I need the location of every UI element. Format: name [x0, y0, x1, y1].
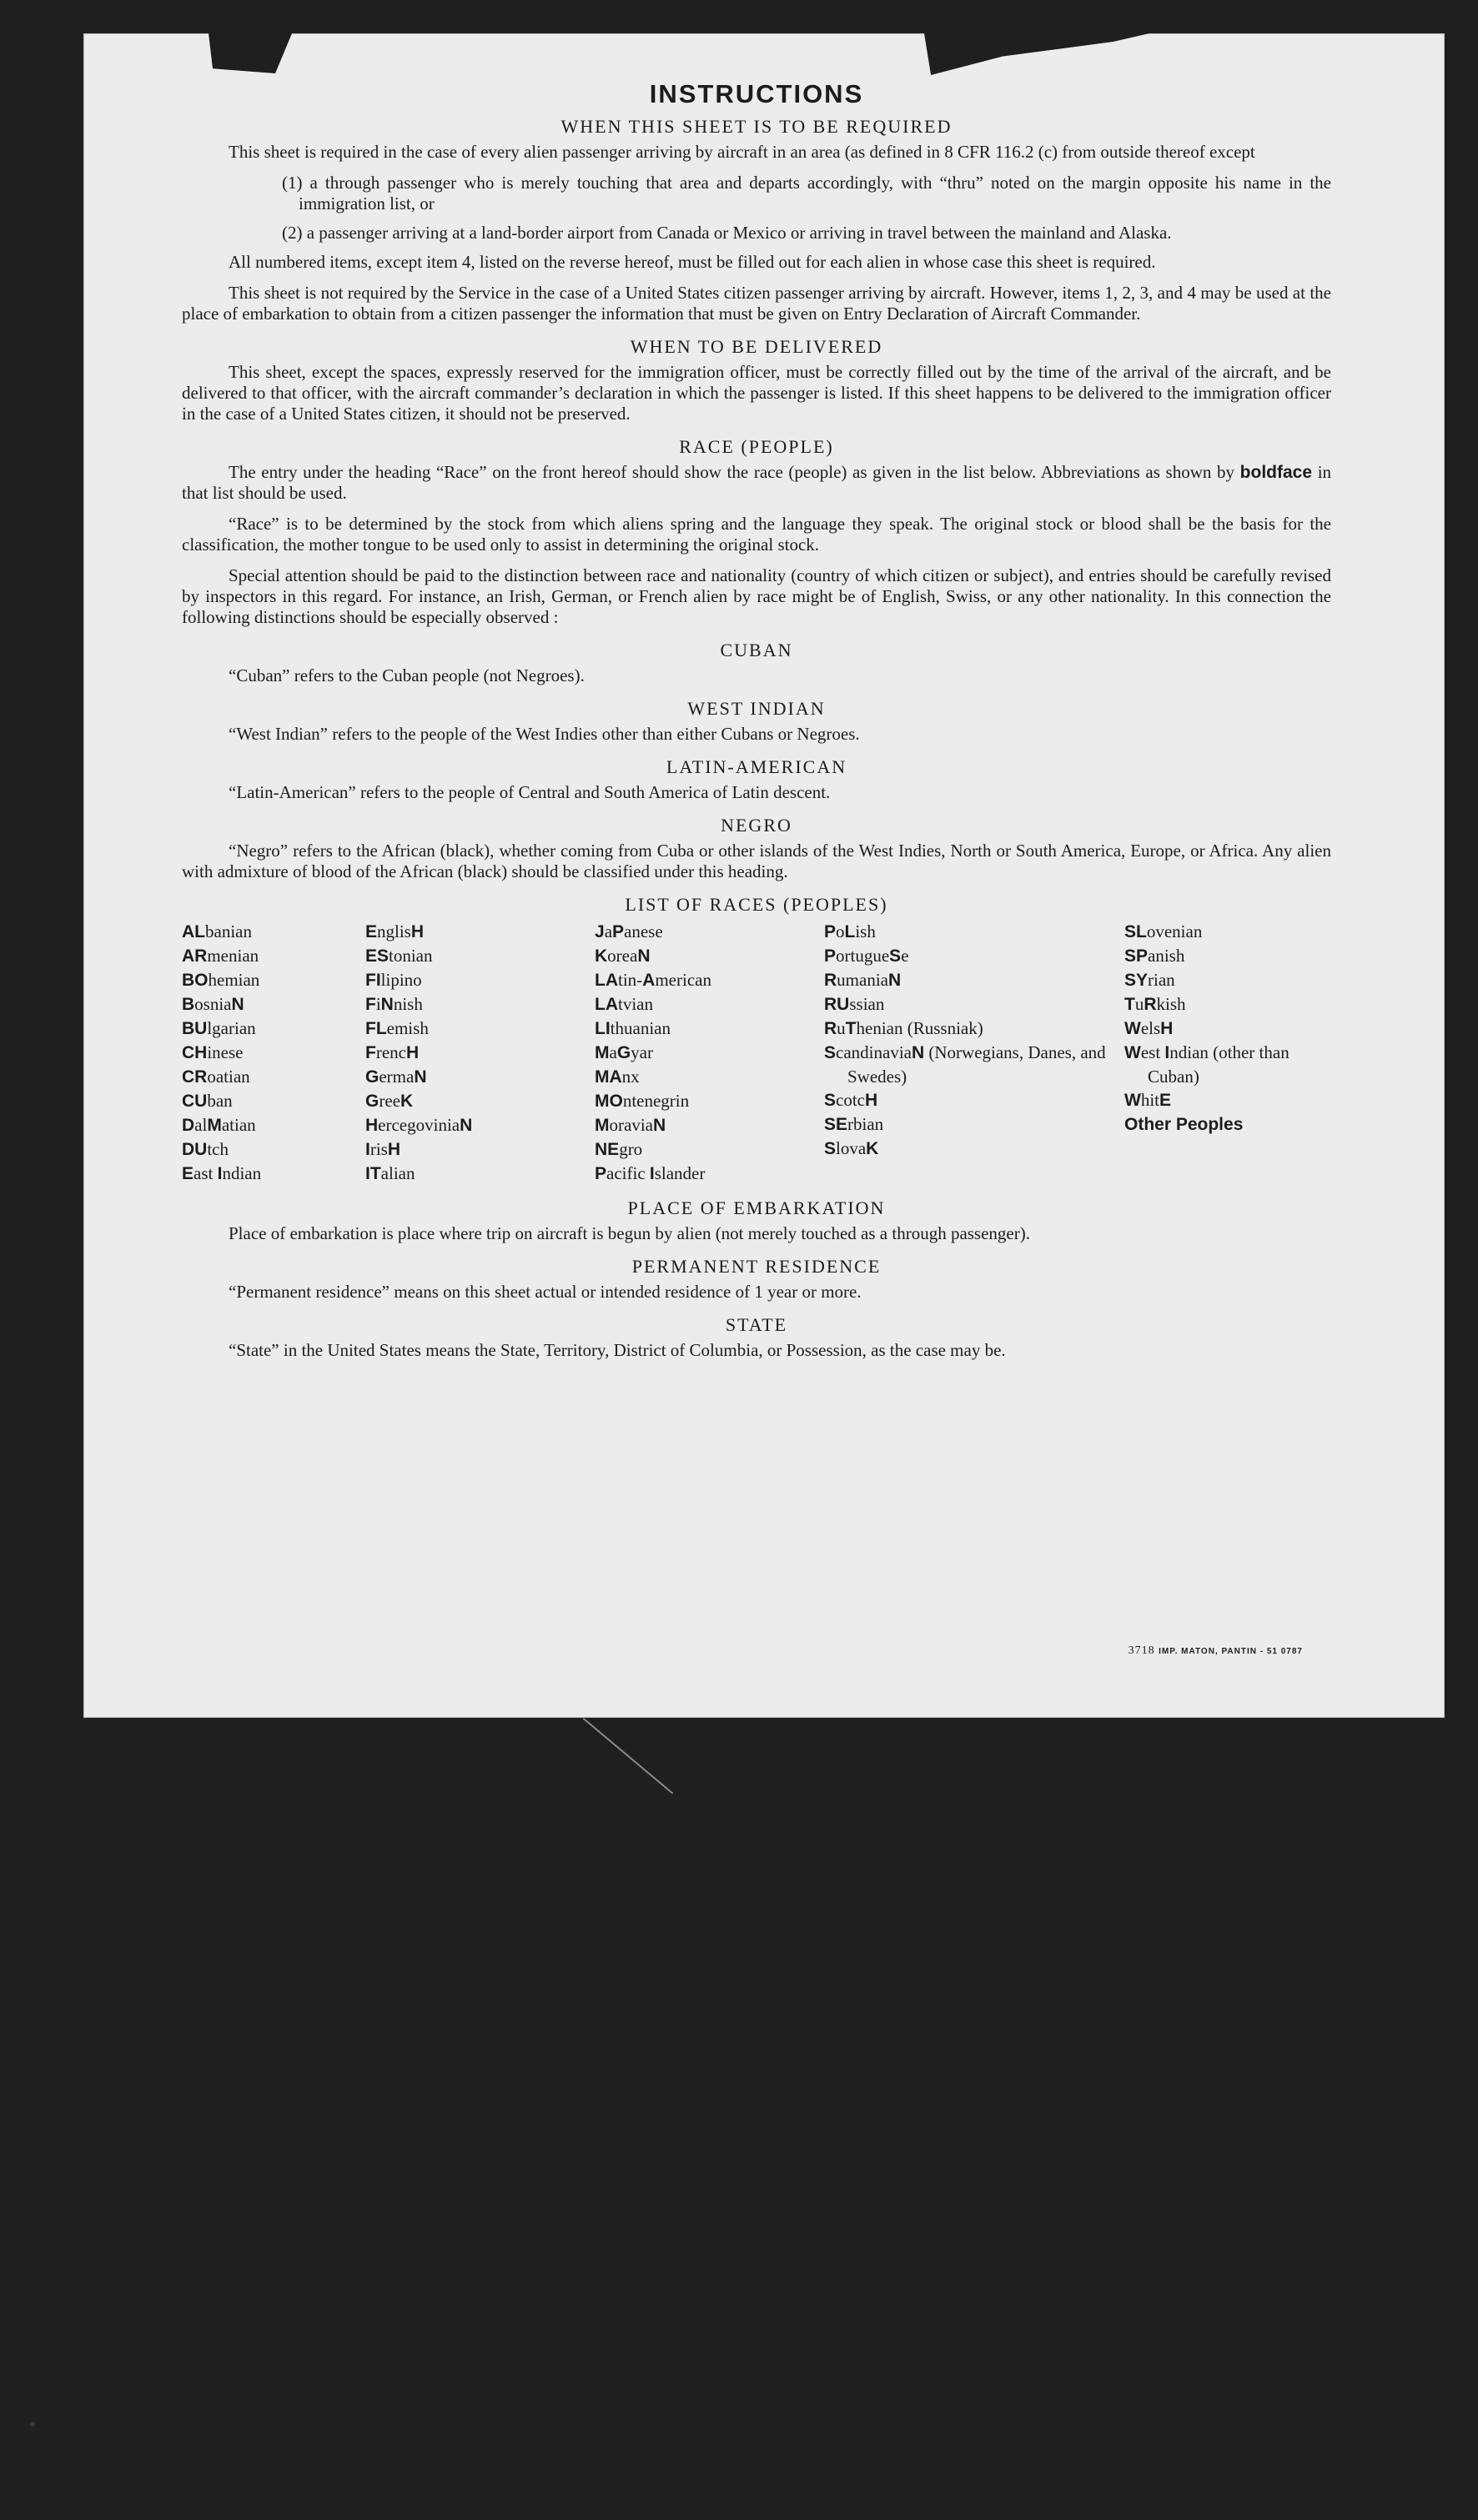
- race-abbrev: S: [824, 1091, 837, 1110]
- race-abbrev: R: [824, 1019, 837, 1038]
- race-item: [1124, 1017, 1331, 1041]
- race-item: [365, 920, 595, 944]
- race-text: banian: [205, 921, 252, 941]
- race-abbrev: K: [595, 946, 608, 966]
- race-text: rbian: [847, 1114, 884, 1134]
- race-item: [595, 992, 824, 1017]
- paragraph-cuban: “Cuban” refers to the Cuban people (not Negroes).: [229, 665, 585, 685]
- heading-west-indian: WEST INDIAN: [687, 698, 826, 719]
- race-item: [365, 944, 595, 968]
- heading-list-of-races: LIST OF RACES (PEOPLES): [625, 894, 888, 915]
- race-item: [182, 944, 365, 968]
- race-column: [1124, 920, 1331, 1186]
- race-text: ortugue: [836, 946, 890, 966]
- race-text: ercegovinia: [378, 1115, 460, 1135]
- race-item: [824, 1088, 1124, 1112]
- race-item: [824, 1017, 1124, 1041]
- race-abbrev: AL: [182, 922, 205, 941]
- race-abbrev: I: [1164, 1043, 1170, 1062]
- race-item: [365, 1017, 595, 1041]
- race-abbrev: K: [866, 1139, 879, 1158]
- heading-when-delivered: WHEN TO BE DELIVERED: [630, 336, 883, 357]
- race-abbrev: F: [365, 995, 376, 1014]
- race-abbrev: RU: [824, 995, 850, 1014]
- paragraph-delivery: This sheet, except the spaces, expressly reserved for the immigration officer, must be correctly filled out by the time of the arrival of the aircraft, and be delivered to that officer, with the aircraft commander’s declaration in which the passenger is listed. If this sheet happens to be delivered to the immigration officer in the case of a United States citizen, it should not be preserved.: [182, 362, 1331, 424]
- race-item: [1124, 1041, 1331, 1088]
- race-text: tch: [207, 1139, 229, 1159]
- race-abbrev: E: [1159, 1091, 1172, 1110]
- race-abbrev: W: [1124, 1091, 1141, 1110]
- paragraph-required-intro: This sheet is required in the case of every alien passenger arriving by aircraft in an area (as defined in 8 CFR 116.2 (c) from outside thereof except: [229, 142, 1255, 162]
- race-text: thuanian: [610, 1018, 671, 1038]
- race-text: cotc: [836, 1090, 865, 1110]
- race-abbrev: LI: [595, 1019, 611, 1038]
- race-text: hemian: [208, 970, 260, 990]
- race-item: [182, 1137, 365, 1162]
- form-number: 3718: [1128, 1644, 1155, 1657]
- race-text: kish: [1156, 994, 1186, 1014]
- race-abbrev: N: [414, 1067, 427, 1087]
- race-abbrev: AR: [182, 946, 208, 966]
- race-abbrev: R: [1144, 995, 1157, 1014]
- race-item: [1124, 1088, 1331, 1112]
- race-abbrev: T: [1124, 995, 1135, 1014]
- exception-2: (2) a passenger arriving at a land-border airport from Canada or Mexico or arriving in travel between the mainland and Alaska.: [282, 223, 1172, 243]
- race-text: ree: [379, 1091, 400, 1111]
- race-abbrev: I: [649, 1164, 655, 1183]
- race-item: [595, 1041, 824, 1065]
- race-item: [1124, 992, 1331, 1017]
- race-item: [182, 1113, 365, 1137]
- race-text: e: [901, 946, 909, 966]
- race-column: [595, 920, 824, 1186]
- race-column: [824, 920, 1124, 1186]
- race-abbrev: S: [824, 1139, 837, 1158]
- instructions-body: [182, 79, 1332, 1371]
- race-abbrev: N: [887, 971, 902, 990]
- race-abbrev: DU: [182, 1140, 208, 1159]
- race-abbrev: MA: [595, 1067, 622, 1087]
- race-item: [182, 1041, 365, 1065]
- race-abbrev: IT: [365, 1164, 381, 1183]
- race-abbrev: ES: [365, 946, 390, 966]
- heading-permanent-residence: PERMANENT RESIDENCE: [631, 1256, 882, 1277]
- race-abbrev: CR: [182, 1067, 208, 1087]
- race-abbrev: P: [612, 922, 625, 941]
- paragraph-race-determination: “Race” is to be determined by the stock from which aliens spring and the language they speak. The original stock or blood shall be the basis for the classification, the mother tongue to be used only to assist in determining the original stock.: [182, 514, 1331, 555]
- paragraph-residence: “Permanent residence” means on this sheet actual or intended residence of 1 year or more.: [229, 1282, 862, 1302]
- torn-corner: [209, 33, 292, 73]
- race-column: [182, 920, 365, 1186]
- document-page: [83, 33, 1445, 1718]
- race-abbrev: G: [365, 1067, 380, 1087]
- race-abbrev: W: [1124, 1043, 1141, 1062]
- race-item: [595, 1065, 824, 1089]
- race-text: ndian: [222, 1163, 262, 1183]
- race-abbrev: P: [824, 922, 837, 941]
- race-text: henian (Russniak): [856, 1018, 983, 1038]
- race-abbrev: F: [365, 1043, 376, 1062]
- race-item: [365, 968, 595, 992]
- race-abbrev: Other Peoples: [1124, 1115, 1244, 1134]
- heading-cuban: CUBAN: [720, 640, 793, 660]
- race-list: [182, 920, 1331, 1186]
- heading-state: STATE: [725, 1314, 788, 1335]
- race-entry-text-2: in that list should be used.: [182, 462, 1332, 503]
- race-abbrev: S: [824, 1043, 837, 1062]
- paragraph-race-entry: [182, 462, 1331, 504]
- paragraph-state: “State” in the United States means the State, Territory, District of Columbia, or Possession, as the case may be.: [229, 1340, 1006, 1360]
- race-text: erma: [379, 1067, 415, 1087]
- race-abbrev: J: [595, 922, 605, 941]
- race-text: orea: [607, 946, 638, 966]
- race-item: [1124, 920, 1331, 944]
- paragraph-west-indian: “West Indian” refers to the people of the West Indies other than either Cubans or Negroes.: [229, 724, 860, 744]
- race-text: yar: [631, 1042, 653, 1062]
- race-abbrev: K: [400, 1092, 414, 1111]
- race-item: [1124, 1112, 1331, 1137]
- race-text: ntenegrin: [622, 1091, 690, 1111]
- race-text: inese: [207, 1042, 244, 1062]
- paragraph-citizen-note: This sheet is not required by the Service in the case of a United States citizen passenger arriving by aircraft. However, items 1, 2, 3, and 4 may be used at the place of embarkation to obtain from a citizen passenger the information that must be given on Entry Declaration of Aircraft Commander.: [182, 283, 1331, 324]
- race-item: [824, 944, 1124, 968]
- race-abbrev: H: [865, 1091, 878, 1110]
- race-abbrev: N: [380, 995, 394, 1014]
- race-text: gro: [619, 1139, 643, 1159]
- heading-embarkation: PLACE OF EMBARKATION: [627, 1197, 886, 1218]
- race-item: [365, 992, 595, 1017]
- race-item: [1124, 944, 1331, 968]
- race-item: [182, 1017, 365, 1041]
- race-item: [595, 1089, 824, 1113]
- race-abbrev: T: [845, 1019, 857, 1038]
- race-column: [365, 920, 595, 1186]
- paragraph-negro: “Negro” refers to the African (black), whether coming from Cuba or other islands of the West Indies, North or South America, Europe, or Africa. Any alien with admixture of blood of the African (black) should be classified under this heading.: [182, 841, 1331, 881]
- race-item: [595, 1017, 824, 1041]
- paragraph-items-note: All numbered items, except item 4, listed on the reverse hereof, must be filled out for each alien in whose case this sheet is required.: [229, 252, 1156, 272]
- race-abbrev: CH: [182, 1043, 208, 1062]
- heading-race: RACE (PEOPLE): [679, 436, 834, 457]
- race-abbrev: SP: [1124, 946, 1149, 966]
- race-text: ris: [370, 1139, 388, 1159]
- race-text: ban: [207, 1091, 233, 1111]
- race-abbrev: H: [1160, 1019, 1174, 1038]
- race-text: osnia: [194, 994, 232, 1014]
- race-abbrev: FI: [365, 971, 381, 990]
- race-text: est: [1140, 1042, 1165, 1062]
- race-text: oravia: [609, 1115, 653, 1135]
- race-text: anish: [1148, 946, 1185, 966]
- race-item: [365, 1162, 595, 1186]
- race-item: [595, 920, 824, 944]
- race-text: o: [836, 921, 845, 941]
- race-abbrev: H: [405, 1043, 420, 1062]
- race-text: renc: [375, 1042, 406, 1062]
- race-abbrev: MO: [595, 1092, 623, 1111]
- race-item: [365, 1041, 595, 1065]
- race-text: u: [837, 1018, 846, 1038]
- race-text: nglis: [377, 921, 411, 941]
- race-abbrev: S: [889, 946, 902, 966]
- race-abbrev: N: [911, 1043, 925, 1062]
- race-item: [595, 944, 824, 968]
- paragraph-race-nationality: Special attention should be paid to the distinction between race and nationality (country of which citizen or subject), and entries should be carefully revised by inspectors in this regard. For instance, an Irish, German, or French alien by race might be of English, Swiss, or any other nationality. In this connection the following distinctions should be especially observed :: [182, 565, 1331, 627]
- race-item: [595, 1113, 824, 1137]
- race-abbrev: N: [460, 1116, 473, 1135]
- race-abbrev: P: [824, 946, 837, 966]
- race-abbrev: LA: [595, 995, 618, 1014]
- race-abbrev: P: [595, 1164, 607, 1183]
- race-item: [182, 920, 365, 944]
- race-text: hit: [1140, 1090, 1159, 1110]
- race-text: tin-: [618, 970, 643, 990]
- race-text: u: [1134, 994, 1144, 1014]
- race-item: [595, 968, 824, 992]
- race-item: [824, 1041, 1124, 1088]
- race-entry-text-1: The entry under the heading “Race” on the front hereof should show the race (people) as given in the list below. Abbreviations as shown by: [229, 462, 1235, 482]
- heading-negro: NEGRO: [721, 815, 792, 836]
- race-abbrev: BU: [182, 1019, 208, 1038]
- race-text: rian: [1148, 970, 1175, 990]
- race-abbrev: SL: [1124, 922, 1147, 941]
- race-text: ovenian: [1146, 921, 1203, 941]
- printer-imprint: [1129, 1644, 1303, 1658]
- boldface-word: boldface: [1239, 463, 1313, 482]
- race-text: ssian: [849, 994, 885, 1014]
- race-item: [182, 992, 365, 1017]
- torn-edge: [924, 33, 1149, 75]
- race-abbrev: H: [387, 1140, 401, 1159]
- race-text: atian: [221, 1115, 256, 1135]
- race-abbrev: B: [182, 995, 195, 1014]
- exception-1: (1) a through passenger who is merely touching that area and departs accordingly, with “thru” noted on the margin opposite his name in the immigration list, or: [282, 173, 1331, 213]
- race-abbrev: L: [844, 922, 856, 941]
- race-text: tvian: [618, 994, 653, 1014]
- race-text: alian: [380, 1163, 415, 1183]
- race-abbrev: CU: [182, 1092, 208, 1111]
- race-abbrev: E: [182, 1164, 194, 1183]
- race-text: ish: [855, 921, 876, 941]
- race-item: [824, 968, 1124, 992]
- race-text: anese: [624, 921, 663, 941]
- race-abbrev: SY: [1124, 971, 1149, 990]
- race-abbrev: I: [217, 1164, 223, 1183]
- race-abbrev: M: [595, 1043, 610, 1062]
- race-text: menian: [207, 946, 259, 966]
- race-item: [824, 1137, 1124, 1161]
- race-abbrev: M: [207, 1116, 222, 1135]
- race-item: [595, 1137, 824, 1162]
- race-item: [365, 1113, 595, 1137]
- paragraph-latin-american: “Latin-American” refers to the people of Central and South America of Latin descent.: [229, 782, 831, 802]
- race-text: merican: [655, 970, 711, 990]
- race-text: candinavia: [836, 1042, 912, 1062]
- race-text: a: [609, 1042, 617, 1062]
- race-text: els: [1140, 1018, 1161, 1038]
- race-item: [365, 1089, 595, 1113]
- race-item: [182, 1065, 365, 1089]
- race-text: lova: [836, 1138, 867, 1158]
- race-item: [1124, 968, 1331, 992]
- race-abbrev: LA: [595, 971, 618, 990]
- heading-latin-american: LATIN-AMERICAN: [666, 756, 847, 777]
- page-title: INSTRUCTIONS: [649, 79, 864, 108]
- printer-name: IMP. MATON, PANTIN - 51 0787: [1159, 1647, 1303, 1656]
- race-abbrev: H: [365, 1116, 379, 1135]
- race-abbrev: N: [652, 1116, 666, 1135]
- race-abbrev: R: [824, 971, 837, 990]
- race-item: [365, 1137, 595, 1162]
- race-text: i: [375, 994, 381, 1014]
- race-abbrev: N: [231, 995, 244, 1014]
- race-abbrev: E: [365, 922, 378, 941]
- race-item: [595, 1162, 824, 1186]
- race-abbrev: I: [365, 1140, 370, 1159]
- race-text: ast: [194, 1163, 218, 1183]
- race-text: ndian (other than Cuban): [1148, 1042, 1289, 1087]
- race-abbrev: H: [410, 922, 425, 941]
- paragraph-embarkation: Place of embarkation is place where trip on aircraft is begun by alien (not merely touched as a through passenger).: [229, 1223, 1030, 1243]
- race-item: [365, 1065, 595, 1089]
- race-text: a: [604, 921, 613, 941]
- race-abbrev: W: [1124, 1019, 1141, 1038]
- race-text: umania: [837, 970, 888, 990]
- race-text: nx: [621, 1067, 640, 1087]
- race-abbrev: G: [616, 1043, 631, 1062]
- race-item: [824, 992, 1124, 1017]
- race-text: oatian: [207, 1067, 250, 1087]
- race-text: (Norwegians, Danes, and Swedes): [847, 1042, 1106, 1087]
- race-abbrev: N: [637, 946, 651, 966]
- race-item: [182, 968, 365, 992]
- race-text: nish: [393, 994, 423, 1014]
- race-abbrev: G: [365, 1092, 380, 1111]
- race-item: [824, 1112, 1124, 1137]
- race-text: acific: [606, 1163, 650, 1183]
- race-item: [182, 1089, 365, 1113]
- race-abbrev: D: [182, 1116, 195, 1135]
- race-abbrev: BO: [182, 971, 209, 990]
- race-text: lipino: [380, 970, 422, 990]
- race-abbrev: FL: [365, 1019, 387, 1038]
- race-text: tonian: [389, 946, 433, 966]
- film-scratch: [583, 1718, 674, 1795]
- heading-when-required: WHEN THIS SHEET IS TO BE REQUIRED: [561, 116, 953, 137]
- race-abbrev: M: [595, 1116, 610, 1135]
- race-text: emish: [386, 1018, 429, 1038]
- race-abbrev: A: [642, 971, 656, 990]
- race-text: lgarian: [207, 1018, 256, 1038]
- race-abbrev: NE: [595, 1140, 620, 1159]
- race-abbrev: SE: [824, 1115, 848, 1134]
- race-text: al: [194, 1115, 208, 1135]
- race-item: [182, 1162, 365, 1186]
- race-item: [824, 920, 1124, 944]
- race-text: slander: [654, 1163, 706, 1183]
